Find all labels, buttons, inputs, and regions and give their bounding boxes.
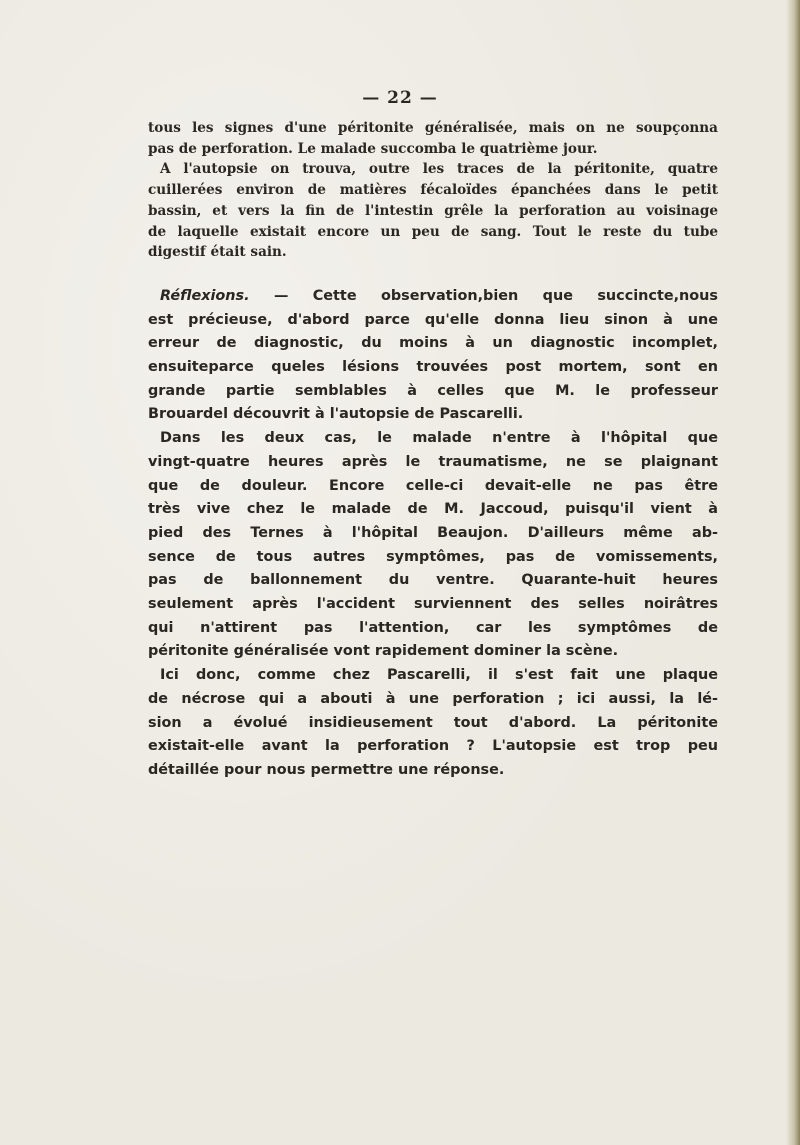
- text-line: ensuiteparce queles lésions trouvées post mortem, sont en: [148, 359, 718, 376]
- page-number: — 22 —: [362, 88, 438, 108]
- text-line: seulement après l'accident surviennent des selles noirâtres: [148, 596, 718, 613]
- paragraph-reflexions: [148, 285, 718, 427]
- text-line: Dans les deux cas, le malade n'entre à l'hôpital que: [160, 430, 718, 447]
- text-line: existait-elle avant la perforation ? L'autopsie est trop peu: [148, 738, 718, 755]
- text-body: [148, 118, 718, 783]
- paragraph-gap: [148, 263, 718, 285]
- reflexions-first-line: — Cette observation,bien que succincte,nous: [249, 287, 718, 304]
- text-line: grande partie semblables à celles que M. le professeur: [148, 382, 718, 399]
- text-line: bassin, et vers la fin de l'intestin grêle la perforation au voisinage: [148, 202, 718, 219]
- text-line: cuillerées environ de matières fécaloïdes épanchées dans le petit: [148, 182, 718, 199]
- text-line: pas de perforation. Le malade succomba le quatrième jour.: [148, 140, 598, 157]
- text-line: digestif était sain.: [148, 244, 287, 261]
- text-line: péritonite généralisée vont rapidement dominer la scène.: [148, 643, 619, 660]
- page-edge-shadow: [786, 0, 800, 1145]
- text-line: [148, 285, 718, 309]
- text-line: que de douleur. Encore celle-ci devait-elle ne pas être: [148, 477, 718, 494]
- text-line: tous les signes d'une péritonite généralisée, mais on ne soupçonna: [148, 120, 718, 136]
- paragraph-5: [148, 664, 718, 783]
- text-line: sence de tous autres symptômes, pas de vomissements,: [148, 548, 718, 565]
- text-line: Ici donc, comme chez Pascarelli, il s'est fait une plaque: [160, 667, 718, 684]
- text-line: Brouardel découvrit à l'autopsie de Pascarelli.: [148, 406, 524, 423]
- paragraph-4: [148, 427, 718, 664]
- text-line: très vive chez le malade de M. Jaccoud, puisqu'il vient à: [148, 501, 718, 518]
- text-line: pas de ballonnement du ventre. Quarante-huit heures: [148, 572, 718, 589]
- text-line: A l'autopsie on trouva, outre les traces de la péritonite, quatre: [160, 161, 718, 178]
- text-line: de laquelle existait encore un peu de sang. Tout le reste du tube: [148, 223, 718, 240]
- text-line: erreur de diagnostic, du moins à un diagnostic incomplet,: [148, 335, 718, 352]
- text-line: qui n'attirent pas l'attention, car les symptômes de: [148, 619, 718, 636]
- text-line: pied des Ternes à l'hôpital Beaujon. D'ailleurs même ab-: [148, 524, 718, 541]
- text-line: est précieuse, d'abord parce qu'elle donna lieu sinon à une: [148, 311, 718, 328]
- reflexions-heading: Réflexions.: [160, 287, 250, 304]
- paragraph-1: [148, 118, 718, 159]
- text-line: de nécrose qui a abouti à une perforation ; ici aussi, la lé-: [148, 690, 718, 707]
- text-line: vingt-quatre heures après le traumatisme, ne se plaignant: [148, 453, 718, 470]
- text-line: détaillée pour nous permettre une réponse.: [148, 761, 505, 778]
- text-line: sion a évolué insidieusement tout d'abord. La péritonite: [148, 714, 718, 731]
- paragraph-2: [148, 159, 718, 263]
